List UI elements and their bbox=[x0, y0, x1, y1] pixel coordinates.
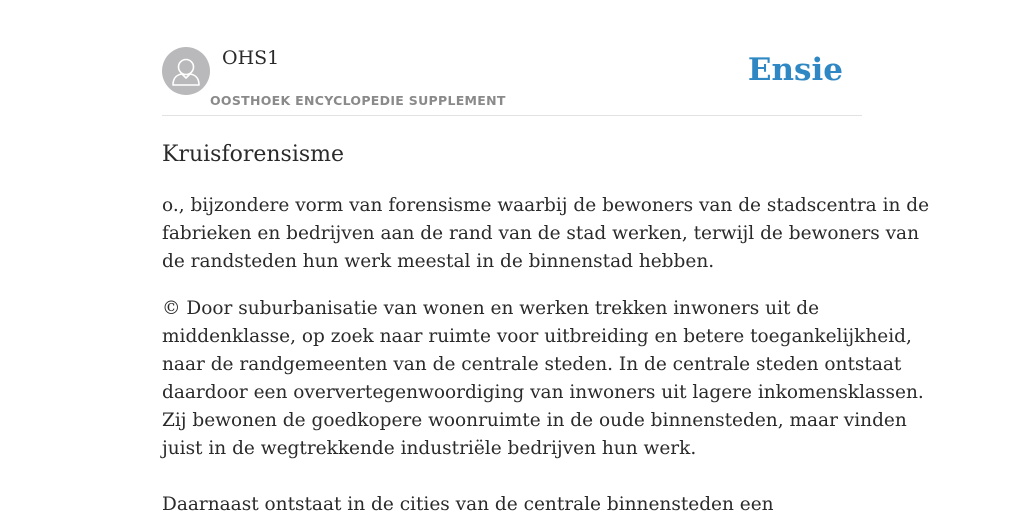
text-line: Daarnaast ontstaat in de cities van de centrale binnensteden een bbox=[162, 494, 774, 512]
article-title: Kruisforensisme bbox=[162, 142, 345, 167]
text-line: © Door suburbanisatie van wonen en werken trekken inwoners uit de bbox=[162, 298, 820, 319]
paragraph-break bbox=[162, 463, 862, 491]
text-line: o., bijzondere vorm van forensisme waarbij de bewoners van de stadscentra in de bbox=[162, 195, 930, 216]
paragraph-definition bbox=[162, 192, 930, 276]
paragraph-explanation bbox=[162, 295, 924, 512]
text-line: daardoor een oververtegenwoordiging van inwoners uit lagere inkomensklassen. bbox=[162, 382, 924, 403]
text-line: fabrieken en bedrijven aan de rand van de stad werken, terwijl de bewoners van bbox=[162, 223, 920, 244]
text-line: Zij bewonen de goedkopere woonruimte in de oude binnensteden, maar vinden bbox=[162, 410, 907, 431]
source-header bbox=[162, 0, 862, 116]
avatar[interactable] bbox=[162, 47, 210, 95]
user-icon bbox=[162, 47, 210, 95]
article bbox=[162, 139, 930, 512]
text-line: middenklasse, op zoek naar ruimte voor uitbreiding en betere toegankelijkheid, bbox=[162, 326, 912, 347]
source-code[interactable]: OHS1 bbox=[222, 47, 280, 69]
text-line: de randsteden hun werk meestal in de binnenstad hebben. bbox=[162, 251, 715, 272]
brand-logo[interactable]: Ensie bbox=[747, 52, 843, 88]
text-line: juist in de wegtrekkende industriële bedrijven hun werk. bbox=[162, 438, 697, 459]
source-name[interactable]: OOSTHOEK ENCYCLOPEDIE SUPPLEMENT bbox=[210, 93, 506, 108]
text-line: naar de randgemeenten van de centrale steden. In de centrale steden ontstaat bbox=[162, 354, 902, 375]
